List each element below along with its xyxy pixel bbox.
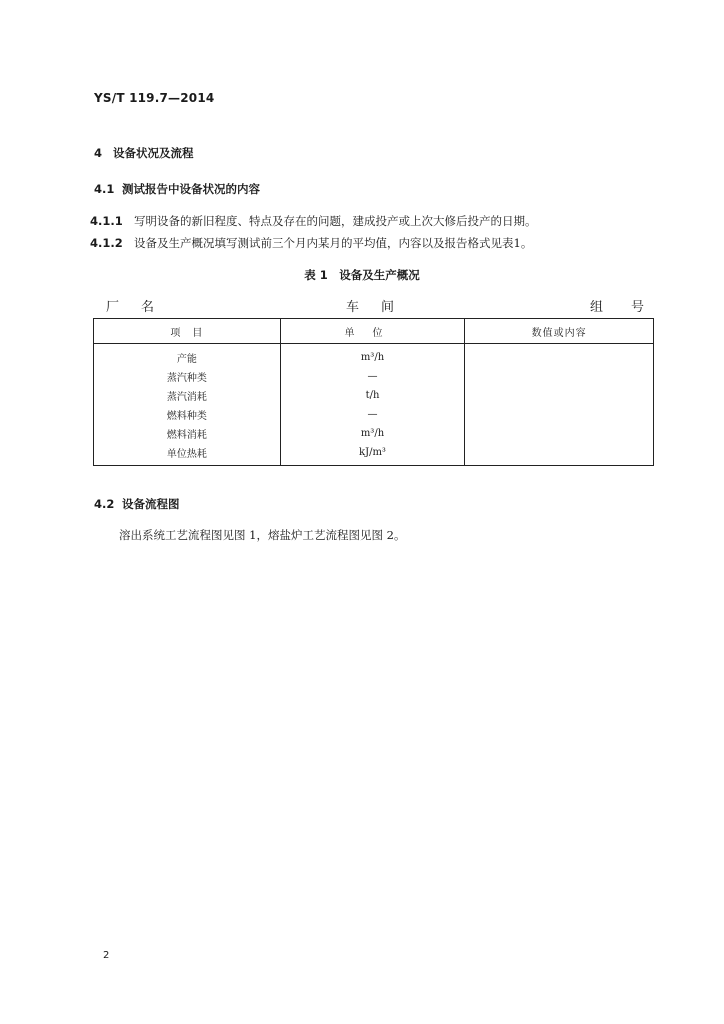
section-4-2-number: 4.2 — [94, 497, 115, 511]
table-cell-item: 蒸汽消耗 — [94, 386, 281, 405]
group-number-label: 组号 — [590, 300, 673, 315]
table-cell-value — [465, 344, 654, 368]
table-row — [94, 424, 654, 443]
table-cell-unit: m³/h — [280, 424, 465, 443]
standard-code: YS/T 119.7—2014 — [94, 91, 215, 105]
table-cell-value — [465, 424, 654, 443]
table-cell-value — [465, 405, 654, 424]
page-number: 2 — [103, 950, 110, 961]
paragraph-4-1-2-number: 4.1.2 — [90, 236, 123, 250]
table-cell-value — [465, 386, 654, 405]
column-header-unit: 单位 — [280, 319, 465, 344]
table-row — [94, 367, 654, 386]
table-cell-item: 燃料种类 — [94, 405, 281, 424]
table-cell-unit: — — [280, 367, 465, 386]
table-row — [94, 386, 654, 405]
section-4-heading — [94, 145, 194, 161]
paragraph-4-1-1 — [90, 213, 537, 229]
table-cell-value — [465, 443, 654, 466]
workshop-label: 车间 — [346, 300, 417, 315]
section-4-1-heading — [94, 181, 260, 197]
section-4-2-title: 设备流程图 — [122, 497, 180, 511]
table-cell-item: 单位热耗 — [94, 443, 281, 466]
equipment-production-table — [93, 318, 654, 466]
table-cell-item: 产能 — [94, 344, 281, 368]
table-cell-unit: — — [280, 405, 465, 424]
section-4-title: 设备状况及流程 — [113, 146, 194, 160]
table-row — [94, 443, 654, 466]
factory-name-label: 厂名 — [106, 300, 177, 315]
table-cell-unit: t/h — [280, 386, 465, 405]
section-4-1-number: 4.1 — [94, 182, 115, 196]
table-cell-unit: kJ/m³ — [280, 443, 465, 466]
table-header-row — [94, 319, 654, 344]
paragraph-4-1-2 — [90, 235, 532, 251]
table-row — [94, 344, 654, 368]
table-cell-item: 蒸汽种类 — [94, 367, 281, 386]
column-header-item: 项 目 — [94, 319, 281, 344]
paragraph-4-1-1-number: 4.1.1 — [90, 214, 123, 228]
section-4-number: 4 — [94, 146, 103, 160]
table-cell-item: 燃料消耗 — [94, 424, 281, 443]
paragraph-4-1-2-text: 设备及生产概况填写测试前三个月内某月的平均值，内容以及报告格式见表1。 — [134, 236, 533, 250]
table-row — [94, 405, 654, 424]
section-4-1-title: 测试报告中设备状况的内容 — [122, 182, 260, 196]
table-1-caption: 表 1 设备及生产概况 — [304, 268, 420, 282]
table-cell-value — [465, 367, 654, 386]
section-4-2-paragraph: 溶出系统工艺流程图见图 1，熔盐炉工艺流程图见图 2。 — [119, 528, 406, 542]
table-cell-unit: m³/h — [280, 344, 465, 368]
section-4-2-heading — [94, 496, 180, 512]
column-header-value: 数值或内容 — [465, 319, 654, 344]
paragraph-4-1-1-text: 写明设备的新旧程度、特点及存在的问题，建成投产或上次大修后投产的日期。 — [134, 214, 537, 228]
